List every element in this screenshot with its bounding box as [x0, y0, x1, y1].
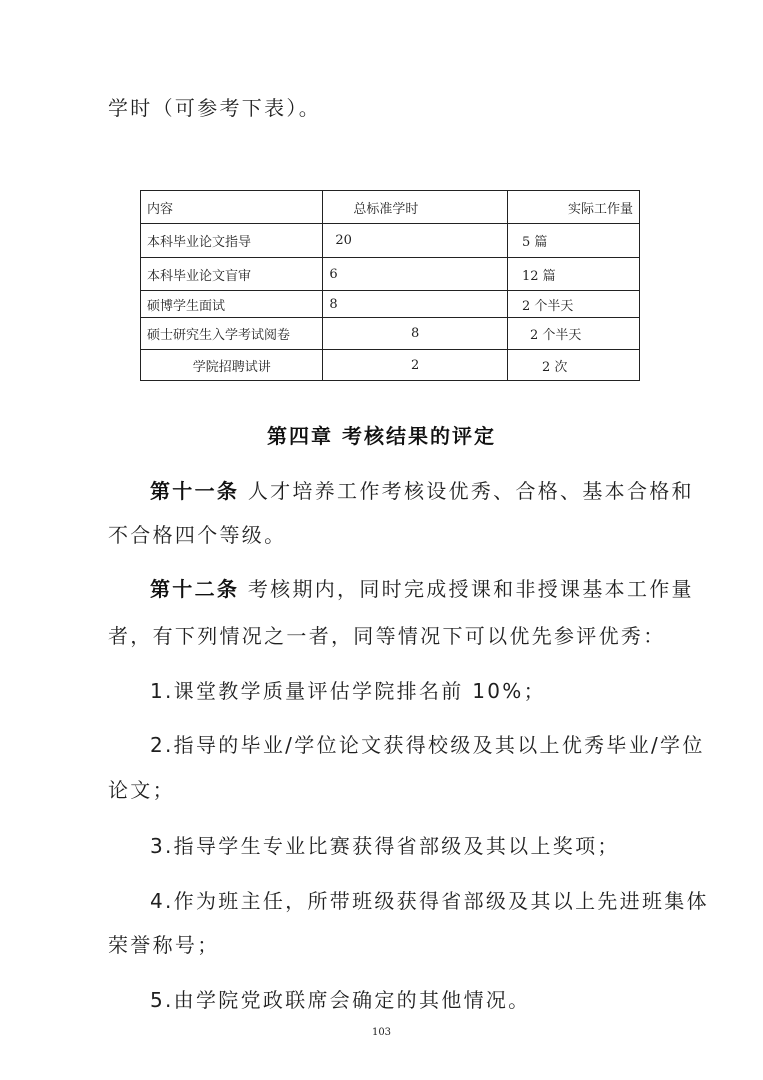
chapter-title: 第四章 考核结果的评定 — [267, 424, 496, 448]
intro-line: 学时（可参考下表）。 — [108, 96, 321, 120]
article-11-label: 第十一条 — [150, 479, 240, 503]
table-cell: 2 — [323, 350, 508, 381]
table-row — [141, 291, 640, 318]
list-item-4-line-1: 4.作为班主任，所带班级获得省部级及其以上先进班集体 — [150, 889, 709, 913]
table-cell: 12 篇 — [507, 258, 639, 291]
article-11-line-2: 不合格四个等级。 — [108, 523, 287, 547]
table-cell: 20 — [323, 224, 508, 258]
table-row — [141, 224, 640, 258]
table-header-cell: 实际工作量 — [507, 191, 639, 224]
article-11-line-1 — [150, 478, 694, 504]
table-row — [141, 318, 640, 350]
table-cell: 学院招聘试讲 — [141, 350, 323, 381]
table-cell: 2 个半天 — [507, 291, 639, 318]
page-number: 103 — [371, 1027, 392, 1038]
article-12-label: 第十二条 — [150, 577, 240, 601]
table-cell: 5 篇 — [507, 224, 639, 258]
table-row — [141, 350, 640, 381]
list-item-1: 1.课堂教学质量评估学院排名前 10%； — [150, 679, 546, 703]
table-header-row — [141, 191, 640, 224]
article-12-line-1 — [150, 576, 694, 602]
article-12-line-2: 者，有下列情况之一者，同等情况下可以优先参评优秀： — [108, 624, 666, 648]
table-header-cell: 内容 — [141, 191, 323, 224]
table-cell: 2 次 — [507, 350, 639, 381]
table-cell: 8 — [323, 318, 508, 350]
table-cell: 硕博学生面试 — [141, 291, 323, 318]
table-cell: 8 — [323, 291, 508, 318]
list-item-5: 5.由学院党政联席会确定的其他情况。 — [150, 988, 531, 1012]
table-cell: 本科毕业论文盲审 — [141, 258, 323, 291]
list-item-2-line-2: 论文； — [108, 778, 175, 802]
list-item-4-line-2: 荣誉称号； — [108, 933, 220, 957]
table-header-cell: 总标准学时 — [323, 191, 508, 224]
table-cell: 硕士研究生入学考试阅卷 — [141, 318, 323, 350]
table-cell: 2 个半天 — [507, 318, 639, 350]
list-item-2-line-1: 2.指导的毕业/学位论文获得校级及其以上优秀毕业/学位 — [150, 733, 705, 757]
article-11-text: 人才培养工作考核设优秀、合格、基本合格和 — [239, 479, 694, 503]
table-cell: 6 — [323, 258, 508, 291]
article-12-text: 考核期内，同时完成授课和非授课基本工作量 — [239, 577, 694, 601]
table-row — [141, 258, 640, 291]
list-item-3: 3.指导学生专业比赛获得省部级及其以上奖项； — [150, 834, 620, 858]
workload-table — [140, 190, 640, 381]
table-cell: 本科毕业论文指导 — [141, 224, 323, 258]
